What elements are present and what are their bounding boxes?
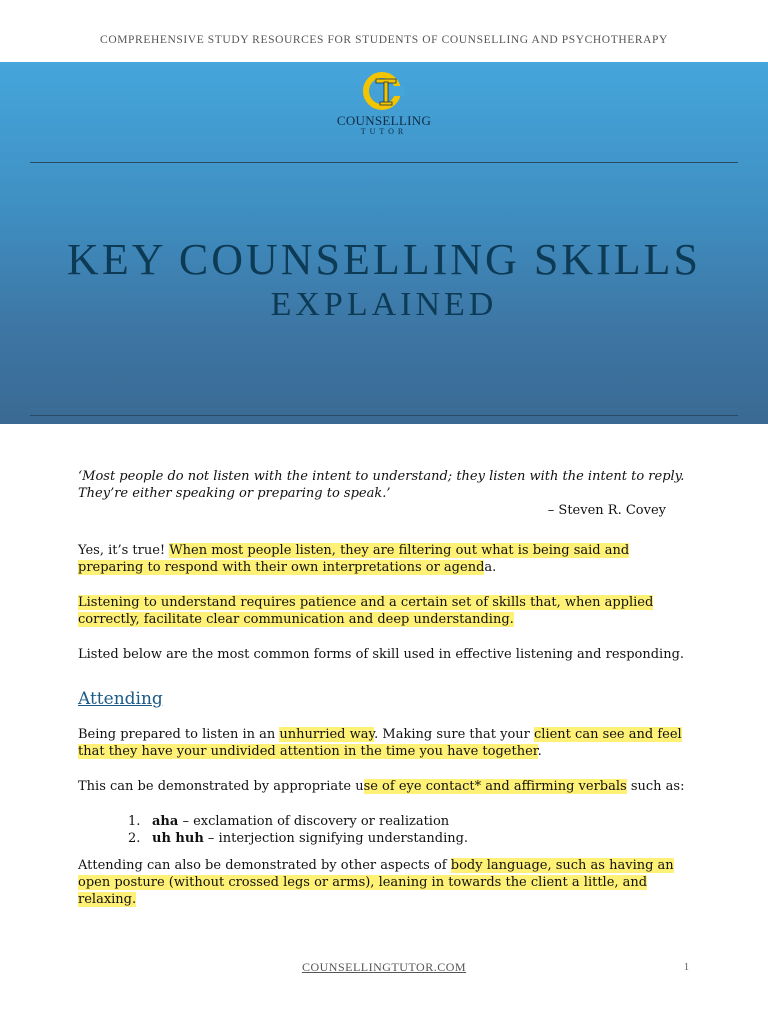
counselling-tutor-logo[interactable] — [0, 70, 768, 136]
list-item — [128, 830, 690, 847]
footer-website-link[interactable]: COUNSELLINGTUTOR.COM — [301, 960, 467, 974]
text-run: a. — [484, 560, 497, 575]
logo-subword: TUTOR — [360, 127, 408, 136]
opening-quote — [78, 468, 690, 502]
banner-top-rule — [30, 162, 738, 163]
attending-paragraph-3 — [78, 857, 690, 908]
text-run: . Making sure that your — [374, 727, 535, 742]
list-term: aha — [152, 814, 179, 829]
highlighted-text: unhurried way — [279, 727, 375, 742]
main-content — [78, 468, 690, 908]
highlighted-text: Listening to understand requires patience and a certain set of skills that, when applied correctly, facilitate clear communication and deep understanding. — [78, 595, 654, 627]
list-term: uh huh — [152, 831, 204, 846]
list-number: 1. — [128, 814, 141, 829]
intro-paragraph-1 — [78, 542, 690, 576]
section-heading-attending[interactable]: Attending — [78, 689, 163, 709]
header-tagline: COMPREHENSIVE STUDY RESOURCES FOR STUDENTS OF COUNSELLING AND PSYCHOTHERAPY — [100, 34, 668, 46]
banner-bottom-rule — [30, 415, 738, 416]
intro-paragraph-2 — [78, 594, 690, 628]
list-item — [128, 813, 690, 830]
highlighted-text: client can see and feel that they have your undivided attention in the time you have together — [78, 727, 682, 759]
intro-paragraph-3: Listed below are the most common forms of skill used in effective listening and responding. — [78, 647, 685, 662]
text-run: Attending can also be demonstrated by other aspects of — [78, 858, 451, 873]
quote-line-2: They’re either speaking or preparing to speak.’ — [78, 486, 391, 501]
highlighted-text: se of eye contact* and affirming verbals — [363, 779, 627, 794]
page-subtitle: EXPLAINED — [270, 286, 498, 323]
list-description: – interjection signifying understanding. — [203, 831, 469, 846]
quote-line-1: ‘Most people do not listen with the intent to understand; they listen with the intent to reply. — [78, 469, 685, 484]
highlighted-text: When most people listen, they are filtering out what is being said and preparing to respond with their own interpretations or agend — [78, 543, 630, 575]
quote-attribution: – Steven R. Covey — [547, 503, 666, 518]
attending-paragraph-2 — [78, 778, 690, 795]
page-number: 1 — [684, 962, 689, 973]
page-title: KEY COUNSELLING SKILLS — [67, 235, 701, 284]
text-run: . — [537, 744, 542, 759]
title-banner — [0, 62, 768, 424]
list-number: 2. — [128, 831, 141, 846]
text-run: This can be demonstrated by appropriate u — [78, 779, 364, 794]
text-run: Yes, it’s true! — [78, 543, 170, 558]
highlighted-text: body language, such as having an open posture (without crossed legs or arms), leaning in towards the client a little, and relaxing. — [78, 858, 674, 907]
attending-paragraph-1 — [78, 726, 690, 760]
text-run: Being prepared to listen in an — [78, 727, 280, 742]
list-description: – exclamation of discovery or realization — [178, 814, 450, 829]
affirming-verbals-list — [78, 813, 690, 847]
ct-logo-icon — [360, 70, 408, 112]
logo-wordmark: COUNSELLING — [336, 113, 432, 128]
text-run: such as: — [626, 779, 685, 794]
